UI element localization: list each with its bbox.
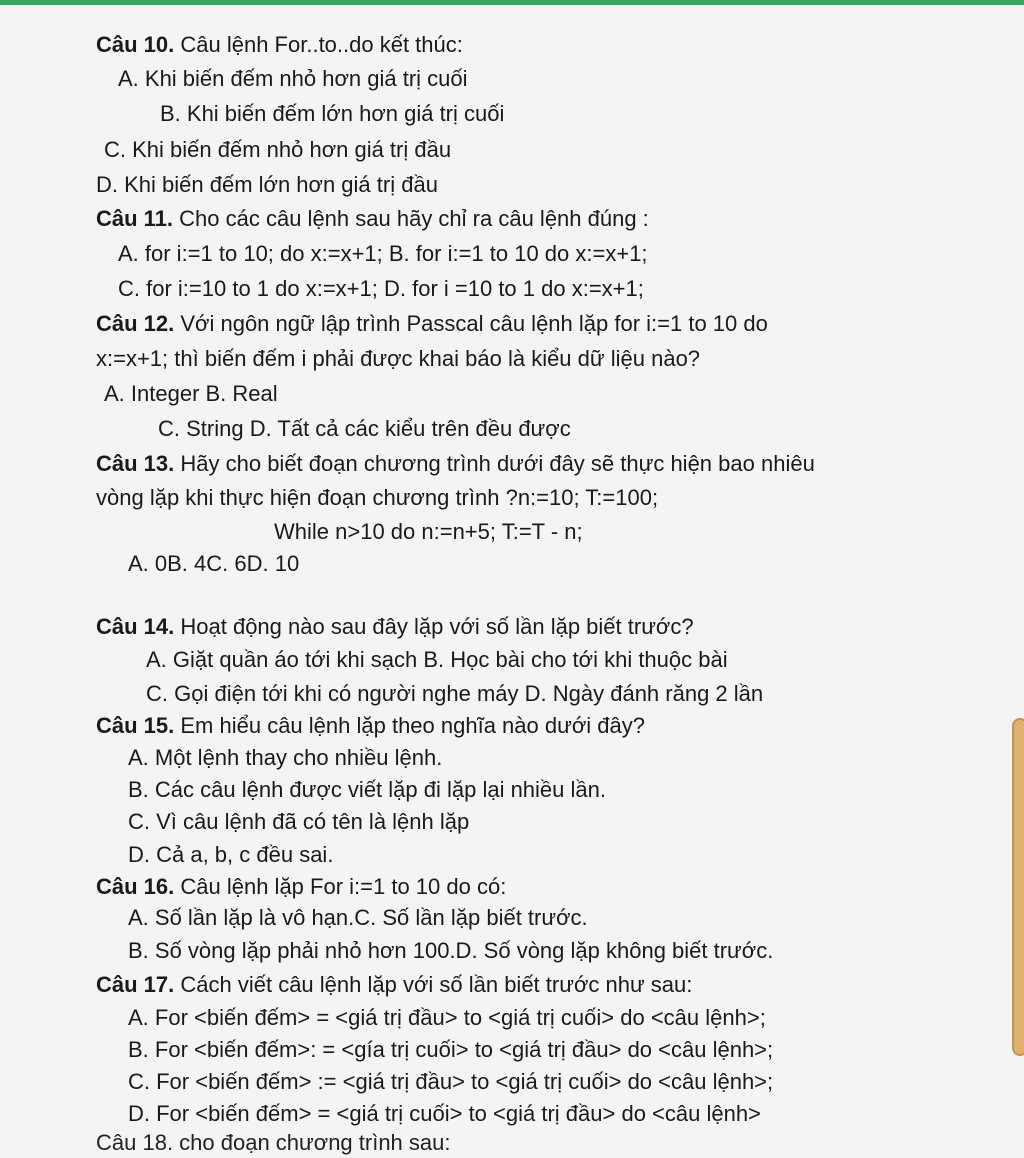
question-10-option-b: B. Khi biến đếm lớn hơn giá trị cuối — [160, 101, 505, 126]
question-13-options: A. 0B. 4C. 6D. 10 — [128, 551, 300, 576]
question-12-title: Câu 12. Với ngôn ngữ lập trình Passcal câu lệnh lặp for i:=1 to 10 do — [96, 311, 768, 336]
question-10-title: Câu 10. Câu lệnh For..to..do kết thúc: — [96, 32, 463, 57]
question-12-options-ab: A. Integer B. Real — [104, 381, 278, 406]
question-17-option-d: D. For <biến đếm> = <giá trị cuối> to <giá trị đầu> do <câu lệnh> — [128, 1101, 761, 1126]
question-15-option-b: B. Các câu lệnh được viết lặp đi lặp lại nhiều lần. — [128, 777, 606, 802]
question-17-title: Câu 17. Cách viết câu lệnh lặp với số lần biết trước như sau: — [96, 972, 693, 997]
question-16-options-ac: A. Số lần lặp là vô hạn.C. Số lần lặp biết trước. — [128, 905, 588, 930]
question-11-options-ab: A. for i:=1 to 10; do x:=x+1; B. for i:=1 to 10 do x:=x+1; — [118, 241, 648, 266]
question-10-option-c: C. Khi biến đếm nhỏ hơn giá trị đầu — [104, 137, 452, 162]
top-accent-bar — [0, 0, 1024, 5]
question-17-option-b: B. For <biến đếm>: = <gía trị cuối> to <giá trị đầu> do <câu lệnh>; — [128, 1037, 774, 1062]
question-14-title: Câu 14. Hoạt động nào sau đây lặp với số lần lặp biết trước? — [96, 614, 694, 639]
question-13-code: While n>10 do n:=n+5; T:=T - n; — [274, 519, 583, 544]
question-18-cut-off: Câu 18. cho đoạn chương trình sau: — [96, 1130, 451, 1155]
question-11-options-cd: C. for i:=10 to 1 do x:=x+1; D. for i =10 to 1 do x:=x+1; — [118, 276, 644, 301]
question-14-options-cd: C. Gọi điện tới khi có người nghe máy D. Ngày đánh răng 2 lần — [146, 681, 764, 706]
question-17-option-c: C. For <biến đếm> := <giá trị đầu> to <giá trị cuối> do <câu lệnh>; — [128, 1069, 774, 1094]
question-11-title: Câu 11. Cho các câu lệnh sau hãy chỉ ra câu lệnh đúng : — [96, 206, 649, 231]
question-15-option-a: A. Một lệnh thay cho nhiều lệnh. — [128, 745, 443, 770]
question-16-title: Câu 16. Câu lệnh lặp For i:=1 to 10 do có: — [96, 874, 507, 899]
question-16-options-bd: B. Số vòng lặp phải nhỏ hơn 100.D. Số vòng lặp không biết trước. — [128, 938, 774, 963]
question-15-title: Câu 15. Em hiểu câu lệnh lặp theo nghĩa nào dưới đây? — [96, 713, 645, 738]
question-12-title-cont: x:=x+1; thì biến đếm i phải được khai báo là kiểu dữ liệu nào? — [96, 346, 701, 371]
question-17-option-a: A. For <biến đếm> = <giá trị đầu> to <giá trị cuối> do <câu lệnh>; — [128, 1005, 766, 1030]
question-10-option-a: A. Khi biến đếm nhỏ hơn giá trị cuối — [118, 66, 468, 91]
question-12-options-cd: C. String D. Tất cả các kiểu trên đều được — [158, 416, 571, 441]
question-15-option-d: D. Cả a, b, c đều sai. — [128, 842, 334, 867]
question-15-option-c: C. Vì câu lệnh đã có tên là lệnh lặp — [128, 809, 470, 834]
question-14-options-ab: A. Giặt quần áo tới khi sạch B. Học bài cho tới khi thuộc bài — [146, 647, 728, 672]
question-13-title: Câu 13. Hãy cho biết đoạn chương trình dưới đây sẽ thực hiện bao nhiêu — [96, 451, 815, 476]
question-10-option-d: D. Khi biến đếm lớn hơn giá trị đầu — [96, 172, 438, 197]
scrollbar-handle[interactable] — [1012, 718, 1024, 1056]
question-13-title-cont: vòng lặp khi thực hiện đoạn chương trình ?n:=10; T:=100; — [96, 485, 659, 510]
